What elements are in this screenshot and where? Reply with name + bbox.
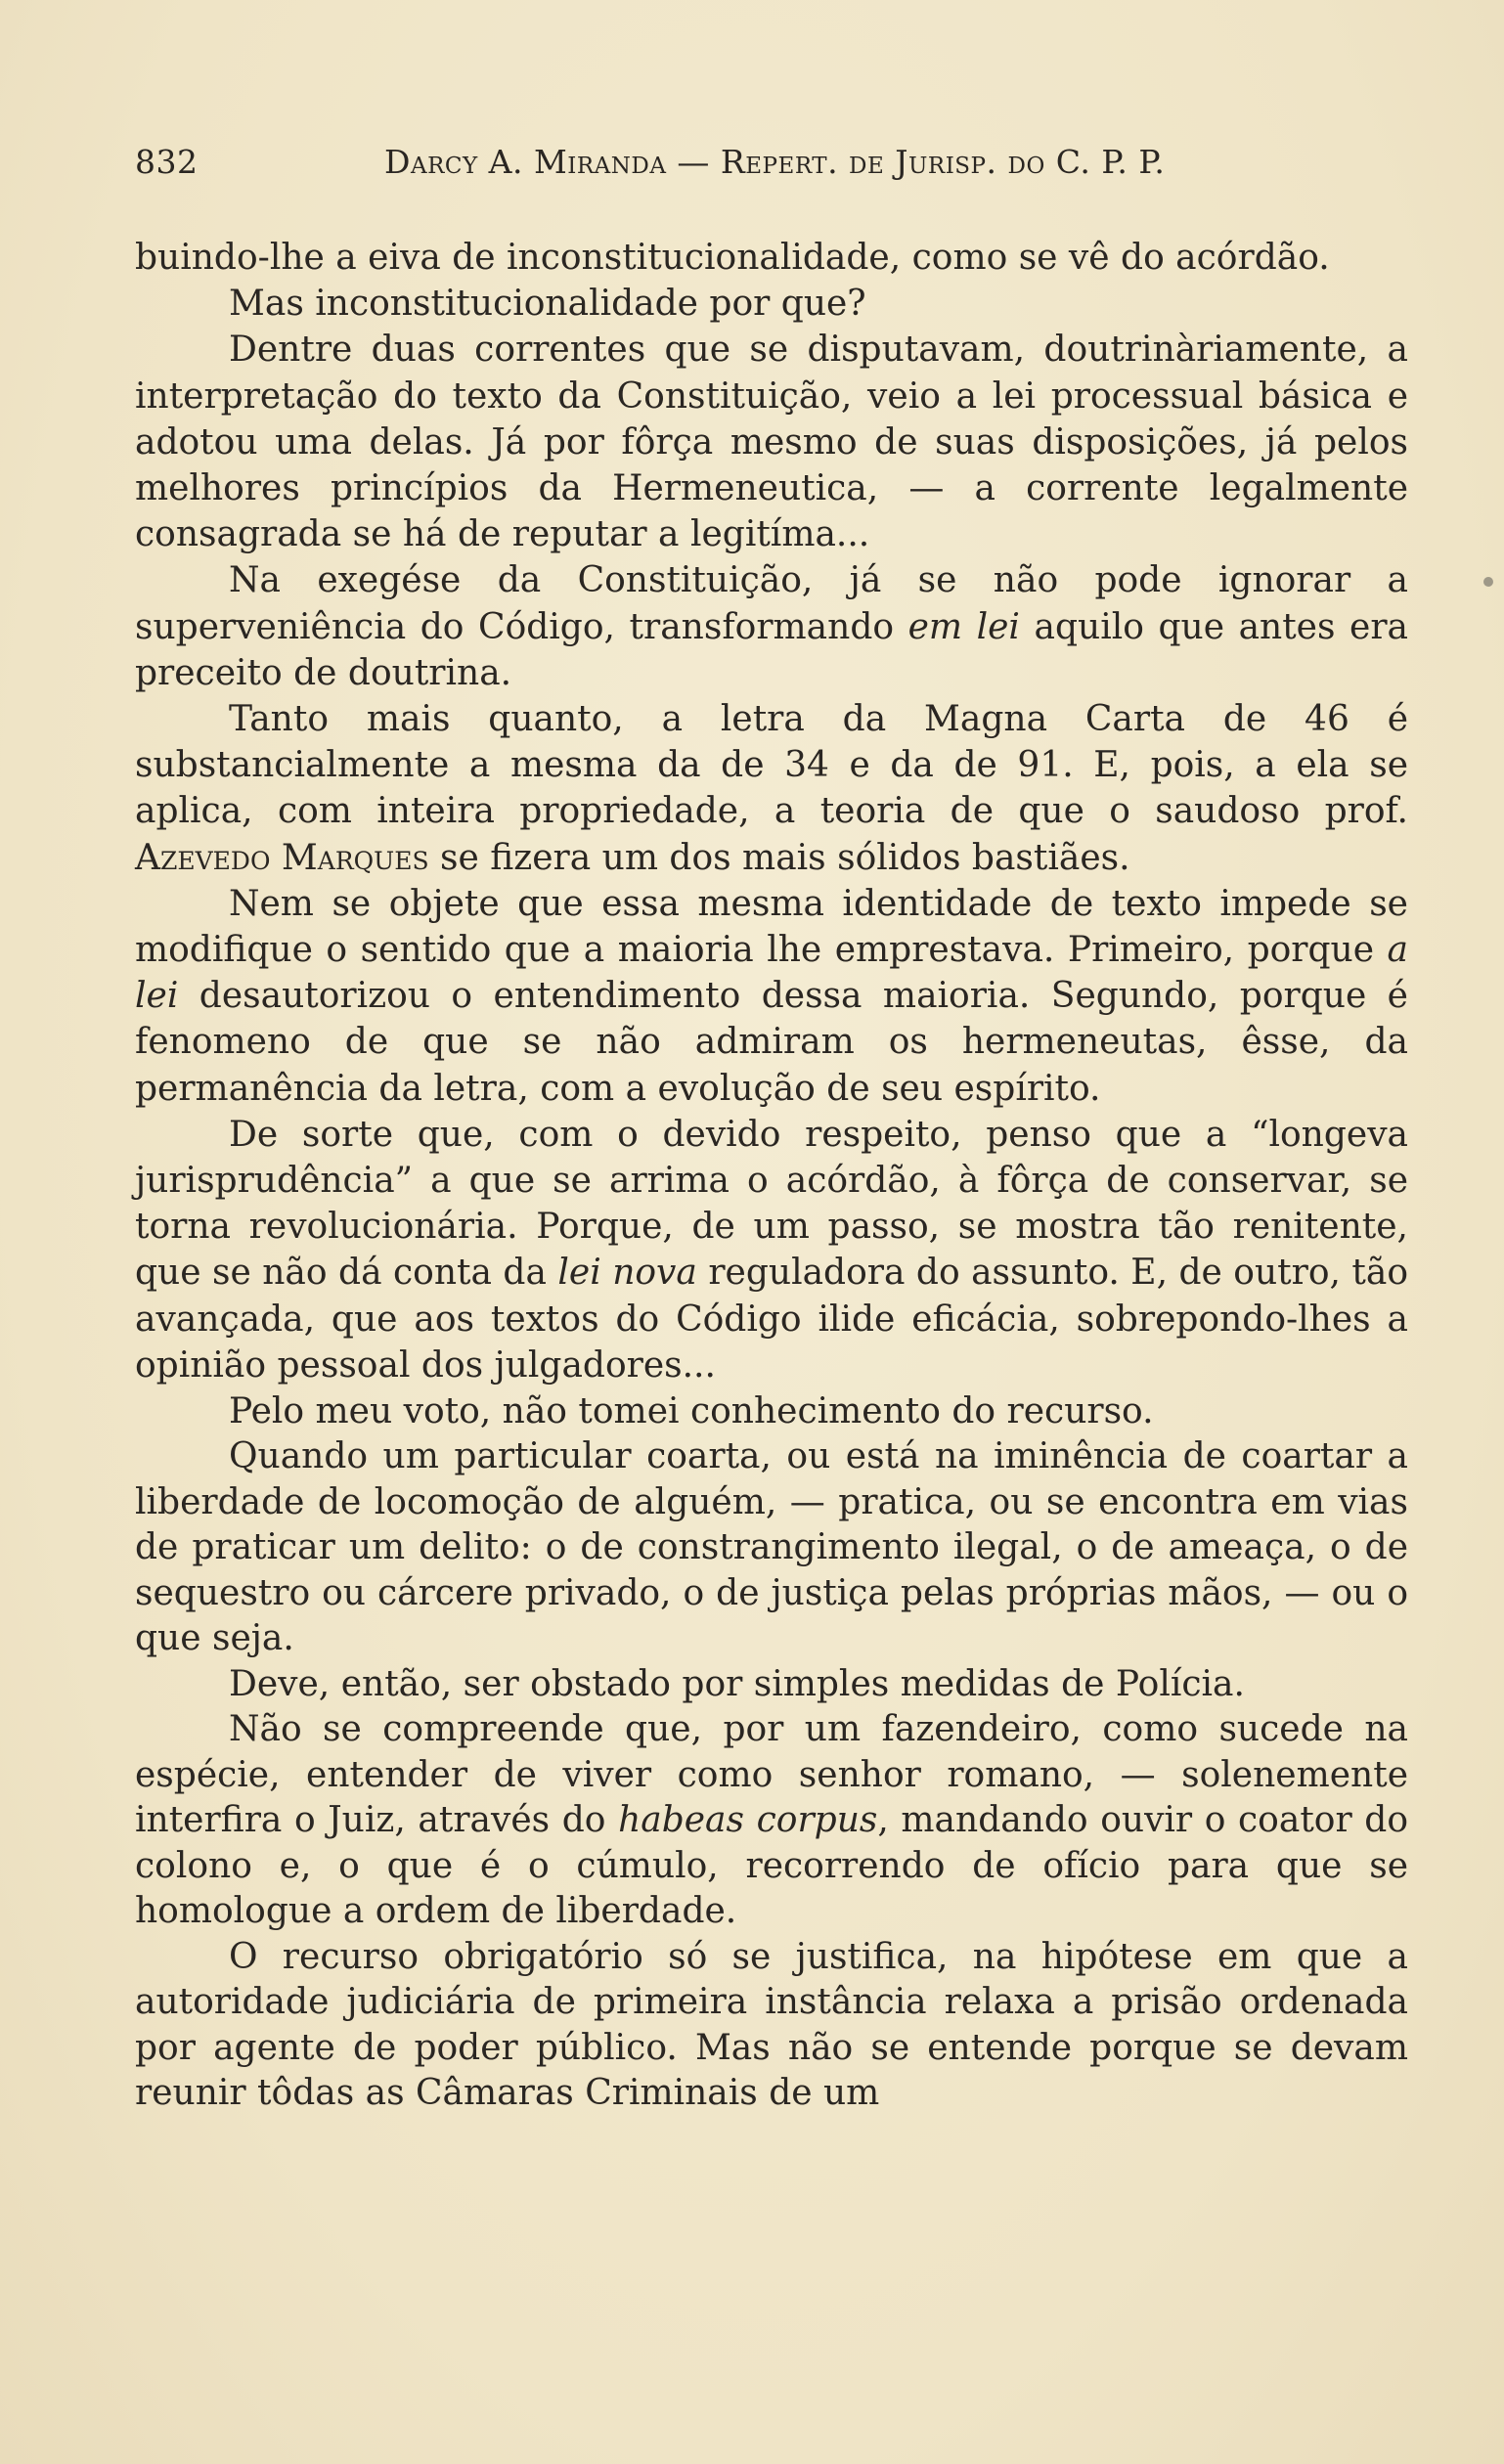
body-text (135, 235, 1408, 2117)
text-run: Tanto mais quanto, a letra da Magna Carta de 46 é substancialmente a mesma da de 34 e da de 91. E, pois, a ela se aplica, com inteira propriedade, a teoria de que o saudoso prof. (135, 699, 1408, 832)
text-run: aquilo que antes era preceito de doutrina. (135, 606, 1408, 693)
text-run: Na exegése da Constituição, já se não pode ignorar a superveniência do Código, transformando (135, 560, 1408, 647)
page-header (135, 143, 1408, 192)
text-run: desautorizou o entendimento dessa maioria. Segundo, porque é fenomeno de que se não admiram os hermeneutas, êsse, da permanência da letra, com a evolução de seu espírito. (135, 976, 1408, 1109)
paragraph-exegese (135, 557, 1408, 696)
paragraph-fazendeiro (135, 1707, 1408, 1935)
text-run: reguladora do assunto. E, de outro, tão avançada, que aos textos do Código ilide eficácia, sobrepondo-lhes a opinião pessoal dos julgadores... (135, 1253, 1409, 1386)
paragraph-jurisprudencia (135, 1112, 1408, 1388)
italic-phrase: habeas corpus (618, 1800, 878, 1841)
paragraph-recurso: O recurso obrigatório só se justifica, na hipótese em que a autoridade judiciária de primeira instância relaxa a prisão ordenada por agente de poder público. Mas não se entende porque se devam reunir tôdas as Câmaras Criminais de um (135, 1936, 1408, 2114)
paragraph-particular: Quando um particular coarta, ou está na iminência de coartar a liberdade de locomoção de alguém, — pratica, ou se encontra em vias de praticar um delito: o de constrangimento ilegal, o de ameaça, o de sequestro ou cárcere privado, o de justiça pelas próprias mãos, — ou o que seja. (135, 1436, 1408, 1659)
text-run: se fizera um dos mais sólidos bastiães. (428, 837, 1130, 878)
paragraph-voto: Pelo meu voto, não tomei conhecimento do recurso. (229, 1391, 1154, 1432)
paragraph-continuation: buindo-lhe a eiva de inconstitucionalidade, como se vê do acórdão. (135, 238, 1330, 278)
italic-phrase: em lei (907, 606, 1020, 647)
running-head: Darcy A. Miranda — Repert. de Jurisp. do C. P. P. (384, 143, 1166, 181)
paragraph-policia: Deve, então, ser obstado por simples medidas de Polícia. (229, 1663, 1245, 1704)
italic-phrase: a lei (135, 930, 1408, 1017)
paragraph-identidade (135, 881, 1408, 1112)
paragraph-correntes: Dentre duas correntes que se disputavam, doutrinàriamente, a interpretação do texto da Constituição, veio a lei processual básica e adotou uma delas. Já por fôrça mesmo de suas disposições, já pelos melhores princípios da Hermeneutica, — a corrente legalmente consagrada se há de reputar a legitíma... (135, 330, 1408, 555)
text-run: , mandando ouvir o coator do colono e, o que é o cúmulo, recorrendo de ofício para que se homologue a ordem de liberdade. (135, 1800, 1408, 1932)
author-name: Azevedo Marques (135, 837, 429, 878)
margin-ink-spot (1483, 577, 1493, 587)
page-number: 832 (135, 143, 199, 181)
text-run: Nem se objete que essa mesma identidade de texto impede se modifique o sentido que a maioria lhe emprestava. Primeiro, porque (135, 883, 1408, 971)
paragraph-magna-carta (135, 696, 1408, 881)
text-run: Não se compreende que, por um fazendeiro, como sucede na espécie, entender de viver como senhor romano, — solenemente interfira o Juiz, através do (135, 1709, 1408, 1841)
text-run: De sorte que, com o devido respeito, penso que a “longeva jurisprudência” a que se arrima o acórdão, à fôrça de conservar, se torna revolucionária. Porque, de um passo, se mostra tão renitente, que se não dá conta da (135, 1114, 1408, 1294)
paragraph-question: Mas inconstitucionalidade por que? (229, 284, 866, 325)
italic-phrase: lei nova (557, 1253, 697, 1294)
